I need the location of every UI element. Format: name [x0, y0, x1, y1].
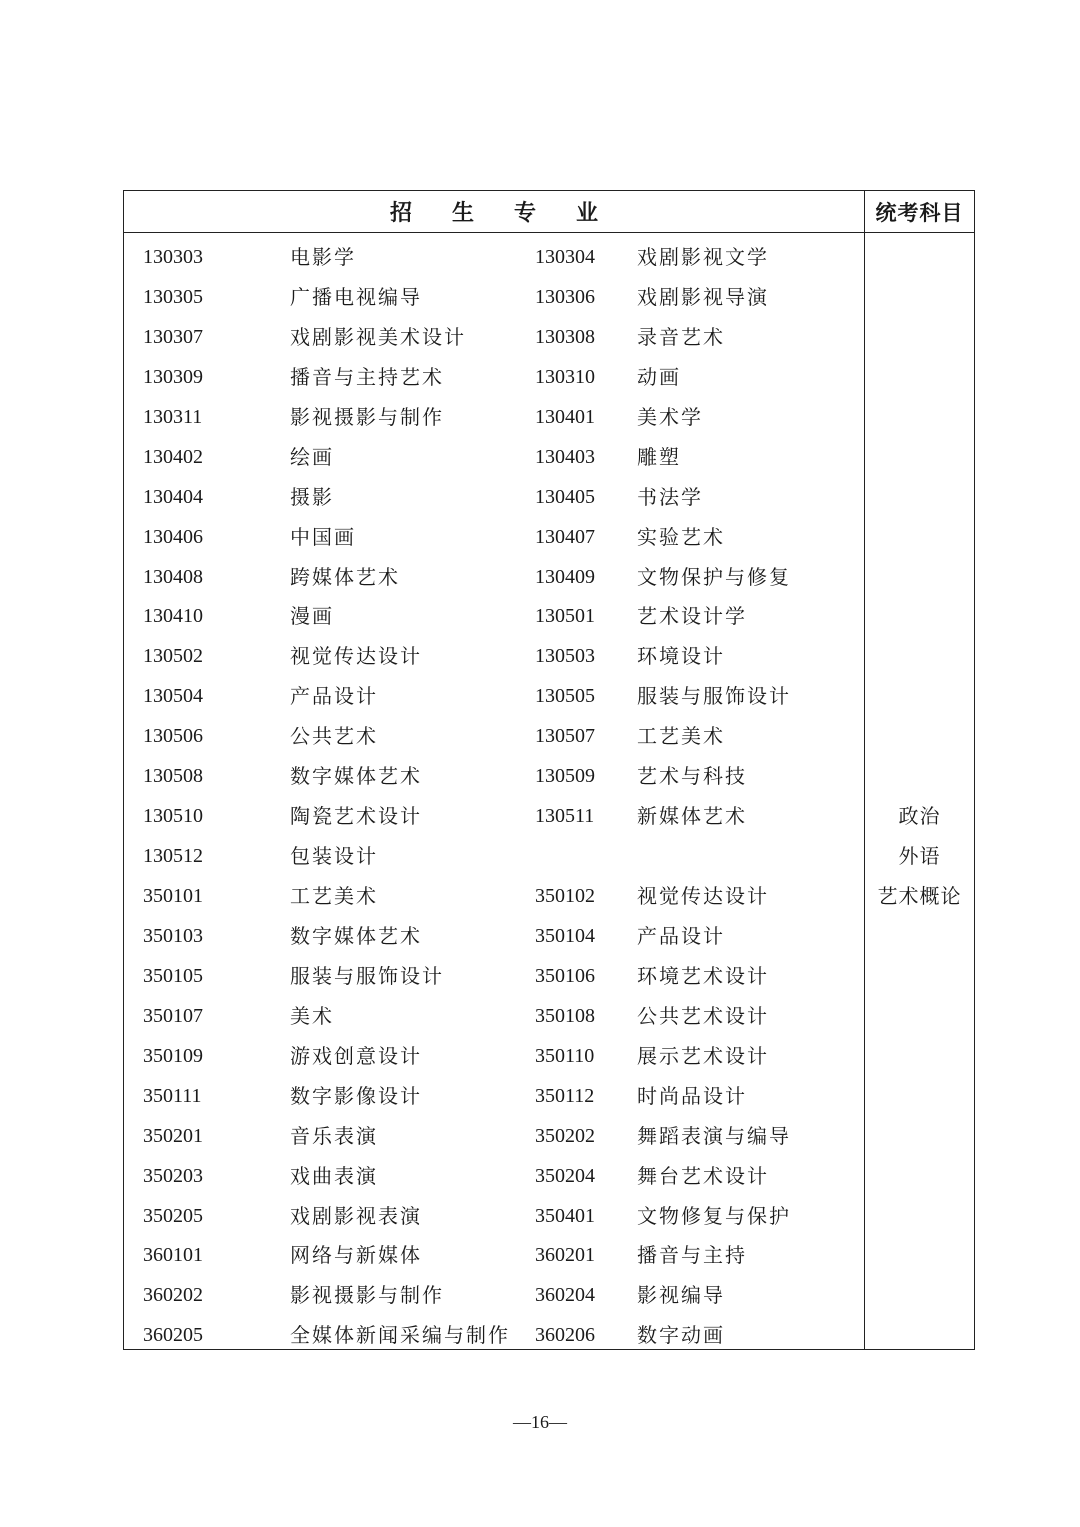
major-code: 350105	[143, 964, 203, 987]
enrollment-table	[123, 190, 975, 1350]
major-code: 130502	[143, 645, 203, 668]
major-name: 戏剧影视表演	[290, 1203, 422, 1228]
major-code: 360205	[143, 1324, 203, 1347]
table-header	[124, 191, 974, 233]
major-name: 游戏创意设计	[290, 1043, 422, 1068]
major-name: 文物修复与保护	[637, 1203, 791, 1228]
major-code: 350111	[143, 1084, 202, 1107]
major-code: 130308	[535, 325, 595, 348]
major-code: 130401	[535, 405, 595, 428]
major-code: 130510	[143, 805, 203, 828]
major-code: 130410	[143, 605, 203, 628]
major-code: 130311	[143, 405, 203, 428]
major-name: 公共艺术	[290, 724, 378, 749]
major-code: 130307	[143, 325, 203, 348]
major-name: 时尚品设计	[637, 1083, 747, 1108]
major-name: 戏剧影视美术设计	[290, 324, 466, 349]
major-name: 绘画	[290, 444, 334, 469]
table-row	[124, 477, 864, 517]
major-name: 服装与服饰设计	[637, 684, 791, 709]
major-name: 工艺美术	[290, 884, 378, 908]
table-row	[124, 996, 864, 1036]
major-name: 全媒体新闻采编与制作	[290, 1323, 510, 1348]
major-name: 产品设计	[290, 684, 378, 709]
major-name: 跨媒体艺术	[290, 564, 400, 589]
major-code: 130504	[143, 685, 203, 708]
major-name: 戏曲表演	[290, 1163, 378, 1188]
table-row	[124, 1036, 864, 1076]
major-name: 书法学	[637, 484, 703, 509]
subject-art-theory: 艺术概论	[877, 884, 962, 908]
major-code: 130304	[535, 246, 595, 268]
major-code: 350112	[535, 1084, 595, 1107]
major-name: 环境艺术设计	[637, 963, 769, 988]
major-code: 130509	[535, 765, 595, 788]
table-row	[124, 916, 864, 956]
major-name: 网络与新媒体	[290, 1243, 422, 1268]
page-number: —16—	[513, 1412, 567, 1432]
major-name: 展示艺术设计	[637, 1043, 769, 1068]
major-code: 130503	[535, 645, 595, 668]
table-row	[124, 676, 864, 716]
major-code: 130305	[143, 285, 203, 308]
major-name: 环境设计	[637, 644, 725, 669]
table-row	[124, 237, 864, 277]
major-code: 130512	[143, 845, 203, 868]
major-name: 戏剧影视文学	[637, 245, 769, 269]
major-code: 350107	[143, 1004, 203, 1027]
major-code: 130303	[143, 246, 203, 268]
major-code: 130406	[143, 525, 203, 548]
major-name: 影视编导	[637, 1283, 725, 1308]
major-code: 350104	[535, 924, 595, 947]
major-name: 录音艺术	[637, 324, 725, 349]
major-code: 130511	[535, 805, 595, 828]
major-name: 文物保护与修复	[637, 564, 791, 589]
major-name: 电影学	[290, 245, 356, 269]
major-name: 影视摄影与制作	[290, 404, 444, 429]
major-name: 产品设计	[637, 923, 725, 948]
major-name: 包装设计	[290, 844, 378, 869]
major-code: 350106	[535, 964, 595, 987]
major-code: 350401	[535, 1204, 595, 1227]
major-code: 130501	[535, 605, 595, 628]
major-name: 戏剧影视导演	[637, 284, 769, 309]
major-code: 350109	[143, 1044, 203, 1067]
major-code: 360101	[143, 1244, 203, 1267]
major-name: 艺术与科技	[637, 764, 747, 789]
major-code: 130506	[143, 725, 203, 748]
table-row	[124, 437, 864, 477]
table-row	[124, 517, 864, 557]
subject-politics: 政治	[898, 804, 941, 828]
major-name: 播音与主持艺术	[290, 364, 444, 389]
major-code: 130508	[143, 765, 203, 788]
subjects-header: 统考科目	[875, 200, 964, 225]
major-code: 130405	[535, 485, 595, 508]
table-row	[124, 557, 864, 597]
major-name: 艺术设计学	[637, 604, 747, 629]
subject-foreign-language: 外语	[898, 844, 941, 868]
table-row	[124, 1076, 864, 1116]
table-row	[124, 1116, 864, 1156]
table-row	[124, 796, 864, 836]
table-row	[124, 716, 864, 756]
major-code: 130408	[143, 565, 203, 588]
major-name: 数字媒体艺术	[290, 923, 422, 948]
majors-list	[124, 237, 864, 1355]
table-row	[124, 596, 864, 636]
major-name: 工艺美术	[637, 724, 725, 749]
column-divider	[864, 191, 865, 1349]
table-row	[124, 756, 864, 796]
major-name: 服装与服饰设计	[290, 963, 444, 988]
major-code: 130409	[535, 565, 595, 588]
major-name: 中国画	[290, 524, 356, 549]
major-code: 360202	[143, 1284, 203, 1307]
majors-header: 招生专业	[389, 201, 638, 226]
major-code: 350103	[143, 924, 203, 947]
major-name: 陶瓷艺术设计	[290, 804, 422, 829]
table-row	[124, 956, 864, 996]
major-code: 350108	[535, 1004, 595, 1027]
major-name: 雕塑	[637, 444, 681, 469]
major-code: 350205	[143, 1204, 203, 1227]
major-name: 广播电视编导	[290, 284, 422, 309]
major-name: 数字媒体艺术	[290, 764, 422, 789]
major-code: 350110	[535, 1044, 595, 1067]
major-code: 350102	[535, 885, 595, 907]
table-row	[124, 277, 864, 317]
major-name: 摄影	[290, 484, 334, 509]
table-row	[124, 1275, 864, 1315]
major-code: 360201	[535, 1244, 595, 1267]
table-row	[124, 1315, 864, 1355]
major-code: 360206	[535, 1324, 595, 1347]
major-code: 350204	[535, 1164, 595, 1187]
major-code: 350203	[143, 1164, 203, 1187]
major-name: 音乐表演	[290, 1123, 378, 1148]
major-name: 实验艺术	[637, 524, 725, 549]
major-name: 数字动画	[637, 1323, 725, 1348]
table-row	[124, 397, 864, 437]
table-row	[124, 836, 864, 876]
major-name: 舞蹈表演与编导	[637, 1123, 791, 1148]
major-code: 350202	[535, 1124, 595, 1147]
major-name: 新媒体艺术	[637, 804, 747, 829]
major-name: 数字影像设计	[290, 1083, 422, 1108]
table-row	[124, 876, 864, 916]
table-row	[124, 317, 864, 357]
exam-subjects	[865, 796, 974, 916]
major-name: 美术	[290, 1003, 334, 1028]
major-code: 130309	[143, 365, 203, 388]
major-code: 130404	[143, 485, 203, 508]
major-code: 130306	[535, 285, 595, 308]
major-name: 影视摄影与制作	[290, 1283, 444, 1308]
major-code: 130507	[535, 725, 595, 748]
major-code: 130403	[535, 445, 595, 468]
major-name: 动画	[637, 364, 681, 389]
major-name: 美术学	[637, 404, 703, 429]
major-code: 350201	[143, 1124, 203, 1147]
major-name: 舞台艺术设计	[637, 1163, 769, 1188]
table-row	[124, 1196, 864, 1236]
major-name: 漫画	[290, 604, 334, 629]
table-row	[124, 357, 864, 397]
major-name: 视觉传达设计	[637, 884, 769, 908]
table-row	[124, 1235, 864, 1275]
major-code: 130402	[143, 445, 203, 468]
major-code: 130407	[535, 525, 595, 548]
major-name: 视觉传达设计	[290, 644, 422, 669]
major-code: 130310	[535, 365, 595, 388]
table-row	[124, 1156, 864, 1196]
major-code: 130505	[535, 685, 595, 708]
table-row	[124, 636, 864, 676]
major-code: 360204	[535, 1284, 595, 1307]
major-code: 350101	[143, 885, 203, 907]
major-name: 公共艺术设计	[637, 1003, 769, 1028]
major-name: 播音与主持	[637, 1243, 747, 1268]
